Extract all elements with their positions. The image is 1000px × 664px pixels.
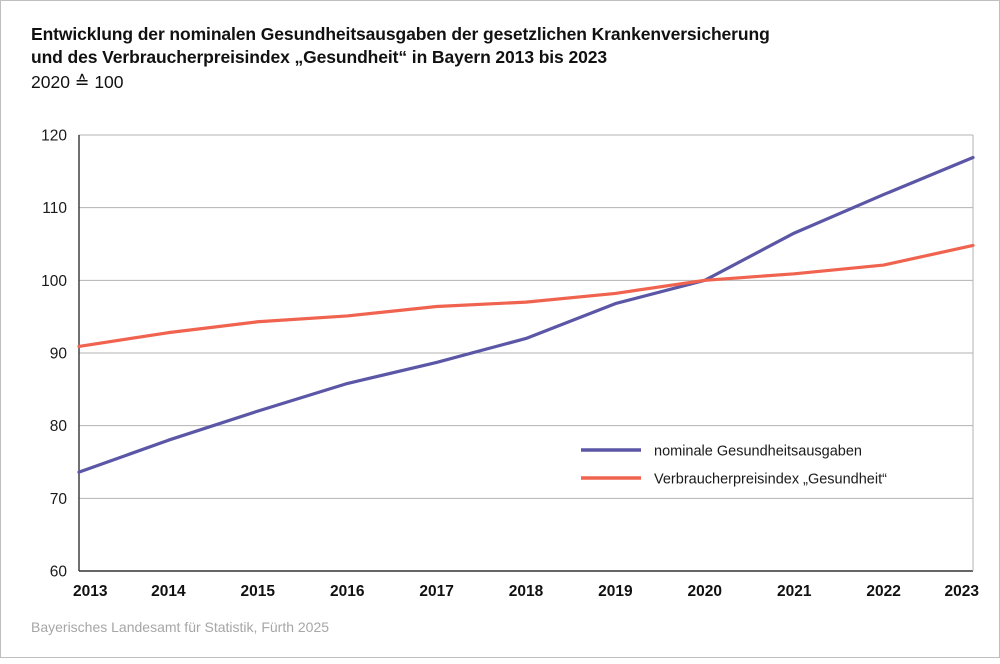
page-title-line-1: Entwicklung der nominalen Gesundheitsausgaben der gesetzlichen Krankenversicherung: [31, 24, 770, 44]
legend-label-1: nominale Gesundheitsausgaben: [654, 443, 862, 460]
line-chart: [1, 1, 1000, 659]
x-tick-label: 2017: [419, 583, 454, 600]
y-tick-label: 80: [49, 418, 67, 436]
x-tick-label: 2020: [687, 583, 723, 600]
page-subtitle: 2020 ≙ 100: [31, 71, 124, 92]
y-tick-label: 110: [42, 200, 67, 218]
series-lines: [79, 158, 973, 473]
x-axis-labels: [73, 583, 979, 600]
chart-legend: [581, 444, 887, 488]
y-tick-label: 90: [49, 345, 67, 363]
x-tick-label: 2015: [240, 583, 276, 600]
chart-svg: [1, 1, 1000, 659]
series-line-2: [79, 245, 973, 346]
y-tick-label: 100: [41, 272, 67, 290]
y-tick-label: 70: [49, 490, 67, 508]
x-tick-label: 2022: [866, 583, 901, 600]
y-tick-label: 120: [41, 127, 67, 145]
y-tick-label: 60: [49, 563, 67, 581]
y-axis-labels: [41, 128, 67, 581]
source-note: Bayerisches Landesamt für Statistik, Fürth 2025: [31, 619, 330, 635]
x-tick-label: 2016: [329, 583, 365, 600]
x-tick-label: 2014: [151, 583, 186, 600]
legend-label-2: Verbraucherpreisindex „Gesundheit“: [654, 471, 887, 488]
series-line-1: [79, 158, 973, 473]
x-tick-label: 2021: [776, 583, 812, 600]
x-tick-label: 2023: [944, 583, 979, 600]
page-title-line-2: und des Verbraucherpreisindex „Gesundheit“ in Bayern 2013 bis 2023: [31, 47, 607, 68]
x-tick-label: 2019: [598, 583, 633, 600]
x-tick-label: 2018: [508, 583, 544, 600]
x-tick-label: 2013: [73, 583, 108, 600]
